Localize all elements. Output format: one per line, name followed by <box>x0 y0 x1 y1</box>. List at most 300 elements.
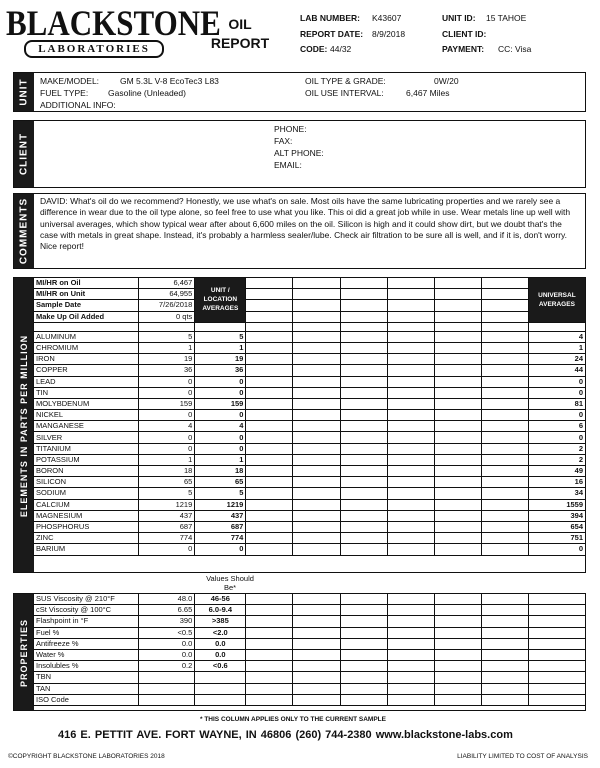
element-unit-average: 5 <box>195 488 246 499</box>
empty-history-cell <box>434 521 481 532</box>
empty-history-cell <box>481 488 528 499</box>
element-value: 18 <box>139 466 195 477</box>
empty-history-cell <box>293 410 340 421</box>
properties-table <box>33 593 586 706</box>
empty-history-cell <box>434 354 481 365</box>
empty-history-cell <box>481 672 528 683</box>
empty-history-cell <box>293 661 340 672</box>
empty-history-cell <box>340 466 387 477</box>
empty-history-cell <box>246 605 293 616</box>
element-name: SILVER <box>34 432 139 443</box>
empty-history-cell <box>481 278 528 289</box>
element-row <box>34 443 586 454</box>
blackstone-logo <box>6 2 221 62</box>
element-value: 5 <box>139 488 195 499</box>
sample-info-label: Make Up Oil Added <box>34 311 139 322</box>
additional-info-label: ADDITIONAL INFO: <box>40 100 116 110</box>
element-row <box>34 544 586 555</box>
client-id-field: CLIENT ID: <box>442 29 487 39</box>
empty-history-cell <box>246 510 293 521</box>
empty-history-cell <box>481 499 528 510</box>
empty-history-cell <box>293 466 340 477</box>
empty-history-cell <box>340 354 387 365</box>
property-row <box>34 605 586 616</box>
empty-history-cell <box>340 300 387 311</box>
empty-history-cell <box>434 365 481 376</box>
element-universal-average: 49 <box>528 466 585 477</box>
spacer-row <box>34 322 586 331</box>
oil-interval-value: 6,467 Miles <box>406 88 450 98</box>
element-unit-average: 1 <box>195 454 246 465</box>
empty-history-cell <box>481 521 528 532</box>
sample-info-label: MI/HR on Unit <box>34 289 139 300</box>
element-unit-average: 0 <box>195 410 246 421</box>
property-name: Insolubles % <box>34 661 139 672</box>
empty-history-cell <box>481 594 528 605</box>
empty-history-cell <box>293 342 340 353</box>
empty-history-cell <box>293 278 340 289</box>
empty-history-cell <box>481 432 528 443</box>
empty-history-cell <box>340 342 387 353</box>
fuel-type-value: Gasoline (Unleaded) <box>108 88 186 98</box>
element-universal-average: 0 <box>528 432 585 443</box>
empty-history-cell <box>293 311 340 322</box>
empty-history-cell <box>340 638 387 649</box>
empty-history-cell <box>387 627 434 638</box>
empty-history-cell <box>387 432 434 443</box>
property-row <box>34 694 586 705</box>
empty-history-cell <box>387 466 434 477</box>
element-name: PHOSPHORUS <box>34 521 139 532</box>
empty-cell <box>528 683 585 694</box>
empty-history-cell <box>481 466 528 477</box>
property-value: 48.0 <box>139 594 195 605</box>
empty-history-cell <box>293 694 340 705</box>
empty-history-cell <box>434 466 481 477</box>
empty-history-cell <box>481 354 528 365</box>
element-universal-average: 1 <box>528 342 585 353</box>
property-name: SUS Viscosity @ 210°F <box>34 594 139 605</box>
empty-history-cell <box>387 638 434 649</box>
spacer-cell <box>434 322 481 331</box>
empty-history-cell <box>434 627 481 638</box>
element-value: 0 <box>139 432 195 443</box>
empty-history-cell <box>340 499 387 510</box>
empty-history-cell <box>246 649 293 660</box>
empty-history-cell <box>387 311 434 322</box>
empty-history-cell <box>481 300 528 311</box>
property-row <box>34 649 586 660</box>
property-value: 0.2 <box>139 661 195 672</box>
empty-history-cell <box>340 521 387 532</box>
empty-history-cell <box>481 477 528 488</box>
empty-history-cell <box>340 311 387 322</box>
empty-history-cell <box>340 398 387 409</box>
empty-history-cell <box>481 289 528 300</box>
empty-history-cell <box>246 342 293 353</box>
empty-history-cell <box>340 661 387 672</box>
element-name: ZINC <box>34 533 139 544</box>
element-row <box>34 421 586 432</box>
element-name: BORON <box>34 466 139 477</box>
empty-history-cell <box>246 627 293 638</box>
element-unit-average: 1219 <box>195 499 246 510</box>
element-unit-average: 0 <box>195 387 246 398</box>
empty-cell <box>528 594 585 605</box>
empty-history-cell <box>340 477 387 488</box>
empty-history-cell <box>434 594 481 605</box>
sample-info-row <box>34 289 586 300</box>
element-universal-average: 0 <box>528 376 585 387</box>
element-unit-average: 159 <box>195 398 246 409</box>
empty-history-cell <box>340 672 387 683</box>
phone-label: PHONE: <box>274 124 307 134</box>
empty-history-cell <box>387 410 434 421</box>
empty-history-cell <box>340 410 387 421</box>
element-name: TIN <box>34 387 139 398</box>
copyright: ©COPYRIGHT BLACKSTONE LABORATORIES 2018 <box>8 753 165 760</box>
empty-history-cell <box>340 289 387 300</box>
property-should-be <box>195 683 246 694</box>
empty-history-cell <box>387 521 434 532</box>
spacer-cell <box>246 322 293 331</box>
empty-history-cell <box>246 488 293 499</box>
empty-history-cell <box>387 387 434 398</box>
element-universal-average: 1559 <box>528 499 585 510</box>
empty-history-cell <box>340 365 387 376</box>
empty-history-cell <box>293 354 340 365</box>
property-row <box>34 672 586 683</box>
element-value: 4 <box>139 421 195 432</box>
empty-history-cell <box>387 533 434 544</box>
empty-history-cell <box>481 331 528 342</box>
empty-history-cell <box>246 477 293 488</box>
empty-history-cell <box>293 398 340 409</box>
empty-history-cell <box>293 627 340 638</box>
property-row <box>34 627 586 638</box>
element-universal-average: 4 <box>528 331 585 342</box>
empty-history-cell <box>434 499 481 510</box>
element-name: LEAD <box>34 376 139 387</box>
empty-cell <box>528 627 585 638</box>
property-row <box>34 683 586 694</box>
empty-history-cell <box>340 421 387 432</box>
empty-history-cell <box>246 443 293 454</box>
empty-history-cell <box>434 398 481 409</box>
empty-history-cell <box>481 454 528 465</box>
empty-history-cell <box>293 521 340 532</box>
sample-info-value: 0 qts <box>139 311 195 322</box>
empty-history-cell <box>340 278 387 289</box>
empty-history-cell <box>434 300 481 311</box>
make-model-label: MAKE/MODEL: <box>40 76 100 86</box>
element-universal-average: 0 <box>528 410 585 421</box>
empty-history-cell <box>387 683 434 694</box>
oil-type-label: OIL TYPE & GRADE: <box>305 76 386 86</box>
property-value <box>139 683 195 694</box>
empty-history-cell <box>246 387 293 398</box>
empty-history-cell <box>293 533 340 544</box>
comments-tab: COMMENTS <box>14 194 34 268</box>
element-unit-average: 36 <box>195 365 246 376</box>
element-row <box>34 466 586 477</box>
empty-history-cell <box>293 421 340 432</box>
empty-history-cell <box>387 443 434 454</box>
property-name: cSt Viscosity @ 100°C <box>34 605 139 616</box>
element-name: MANGANESE <box>34 421 139 432</box>
oil-interval-label: OIL USE INTERVAL: <box>305 88 384 98</box>
empty-history-cell <box>481 683 528 694</box>
property-value: 0.0 <box>139 649 195 660</box>
unit-location-averages-header: UNIT / LOCATION AVERAGES <box>195 278 246 323</box>
empty-history-cell <box>246 410 293 421</box>
spacer-cell <box>34 322 139 331</box>
element-row <box>34 398 586 409</box>
fax-label: FAX: <box>274 136 293 146</box>
empty-history-cell <box>481 510 528 521</box>
empty-history-cell <box>387 454 434 465</box>
element-unit-average: 0 <box>195 432 246 443</box>
property-row <box>34 616 586 627</box>
empty-history-cell <box>434 672 481 683</box>
property-should-be: <2.0 <box>195 627 246 638</box>
empty-history-cell <box>434 376 481 387</box>
element-name: SILICON <box>34 477 139 488</box>
spacer-cell <box>387 322 434 331</box>
empty-history-cell <box>434 649 481 660</box>
empty-history-cell <box>246 421 293 432</box>
unit-id-field: UNIT ID: 15 TAHOE <box>442 13 527 23</box>
empty-history-cell <box>340 694 387 705</box>
element-row <box>34 454 586 465</box>
empty-history-cell <box>481 410 528 421</box>
empty-history-cell <box>434 605 481 616</box>
property-row <box>34 661 586 672</box>
empty-cell <box>528 616 585 627</box>
element-name: COPPER <box>34 365 139 376</box>
element-universal-average: 394 <box>528 510 585 521</box>
empty-history-cell <box>481 443 528 454</box>
empty-history-cell <box>387 421 434 432</box>
empty-history-cell <box>434 477 481 488</box>
empty-history-cell <box>387 672 434 683</box>
element-value: 1219 <box>139 499 195 510</box>
element-name: SODIUM <box>34 488 139 499</box>
property-name: Antifreeze % <box>34 638 139 649</box>
element-universal-average: 24 <box>528 354 585 365</box>
empty-history-cell <box>434 432 481 443</box>
empty-history-cell <box>340 616 387 627</box>
empty-history-cell <box>481 627 528 638</box>
empty-history-cell <box>246 499 293 510</box>
element-row <box>34 376 586 387</box>
empty-history-cell <box>481 421 528 432</box>
empty-history-cell <box>246 661 293 672</box>
empty-history-cell <box>434 289 481 300</box>
empty-history-cell <box>481 365 528 376</box>
payment-field: PAYMENT: CC: Visa <box>442 44 532 54</box>
element-row <box>34 354 586 365</box>
empty-history-cell <box>246 594 293 605</box>
element-name: CALCIUM <box>34 499 139 510</box>
empty-history-cell <box>340 533 387 544</box>
element-universal-average: 2 <box>528 443 585 454</box>
empty-history-cell <box>293 477 340 488</box>
empty-cell <box>528 661 585 672</box>
sample-info-row <box>34 311 586 322</box>
empty-history-cell <box>434 410 481 421</box>
empty-history-cell <box>293 443 340 454</box>
property-should-be <box>195 672 246 683</box>
element-row <box>34 533 586 544</box>
element-value: 774 <box>139 533 195 544</box>
elements-table <box>33 277 586 556</box>
element-value: 65 <box>139 477 195 488</box>
spacer-cell <box>481 322 528 331</box>
empty-cell <box>528 694 585 705</box>
empty-history-cell <box>434 533 481 544</box>
empty-history-cell <box>293 638 340 649</box>
lab-address: 416 E. PETTIT AVE. FORT WAYNE, IN 46806 (260) 744-2380 www.blackstone-labs.com <box>58 729 513 741</box>
empty-history-cell <box>434 331 481 342</box>
empty-history-cell <box>387 544 434 555</box>
empty-history-cell <box>246 311 293 322</box>
property-should-be: 46-56 <box>195 594 246 605</box>
element-name: POTASSIUM <box>34 454 139 465</box>
element-unit-average: 774 <box>195 533 246 544</box>
comments-section <box>13 193 586 269</box>
properties-tab: PROPERTIES <box>14 594 34 710</box>
element-row <box>34 521 586 532</box>
empty-history-cell <box>481 616 528 627</box>
report-date-field: REPORT DATE: 8/9/2018 <box>300 29 406 39</box>
empty-history-cell <box>387 342 434 353</box>
element-name: IRON <box>34 354 139 365</box>
empty-history-cell <box>340 544 387 555</box>
unit-tab: UNIT <box>14 73 34 111</box>
empty-history-cell <box>434 510 481 521</box>
property-name: ISO Code <box>34 694 139 705</box>
element-universal-average: 751 <box>528 533 585 544</box>
empty-history-cell <box>434 638 481 649</box>
empty-history-cell <box>481 544 528 555</box>
empty-history-cell <box>246 300 293 311</box>
empty-history-cell <box>246 521 293 532</box>
element-row <box>34 387 586 398</box>
sample-info-value: 7/26/2018 <box>139 300 195 311</box>
sample-info-row <box>34 278 586 289</box>
element-unit-average: 5 <box>195 331 246 342</box>
empty-history-cell <box>481 694 528 705</box>
element-row <box>34 488 586 499</box>
empty-history-cell <box>293 683 340 694</box>
footer-note: * THIS COLUMN APPLIES ONLY TO THE CURRENT SAMPLE <box>200 716 386 723</box>
make-model-value: GM 5.3L V-8 EcoTec3 L83 <box>120 76 219 86</box>
property-value: 390 <box>139 616 195 627</box>
empty-history-cell <box>387 365 434 376</box>
empty-history-cell <box>340 605 387 616</box>
empty-history-cell <box>246 466 293 477</box>
sample-info-value: 64,955 <box>139 289 195 300</box>
element-name: ALUMINUM <box>34 331 139 342</box>
element-name: BARIUM <box>34 544 139 555</box>
empty-history-cell <box>387 488 434 499</box>
empty-history-cell <box>340 627 387 638</box>
empty-history-cell <box>246 694 293 705</box>
empty-history-cell <box>293 387 340 398</box>
property-name: TAN <box>34 683 139 694</box>
empty-history-cell <box>246 454 293 465</box>
empty-history-cell <box>434 683 481 694</box>
empty-history-cell <box>293 510 340 521</box>
empty-history-cell <box>434 311 481 322</box>
empty-history-cell <box>434 342 481 353</box>
report-title: OIL REPORT <box>210 16 270 51</box>
empty-history-cell <box>434 694 481 705</box>
empty-history-cell <box>246 289 293 300</box>
empty-history-cell <box>340 510 387 521</box>
empty-history-cell <box>387 605 434 616</box>
empty-history-cell <box>387 278 434 289</box>
empty-history-cell <box>387 499 434 510</box>
empty-history-cell <box>481 605 528 616</box>
empty-history-cell <box>387 510 434 521</box>
empty-history-cell <box>246 278 293 289</box>
empty-history-cell <box>293 289 340 300</box>
element-row <box>34 342 586 353</box>
empty-history-cell <box>293 605 340 616</box>
sample-info-label: Sample Date <box>34 300 139 311</box>
code-field: CODE: 44/32 <box>300 44 352 54</box>
logo-sub-text: LABORATORIES <box>24 40 164 58</box>
element-name: MAGNESIUM <box>34 510 139 521</box>
empty-history-cell <box>340 488 387 499</box>
empty-history-cell <box>246 365 293 376</box>
empty-history-cell <box>293 499 340 510</box>
property-value: 6.65 <box>139 605 195 616</box>
element-unit-average: 437 <box>195 510 246 521</box>
empty-history-cell <box>246 533 293 544</box>
alt-phone-label: ALT PHONE: <box>274 148 324 158</box>
property-should-be: >385 <box>195 616 246 627</box>
spacer-cell <box>293 322 340 331</box>
property-value <box>139 694 195 705</box>
element-unit-average: 1 <box>195 342 246 353</box>
property-should-be: 0.0 <box>195 638 246 649</box>
empty-cell <box>528 638 585 649</box>
empty-history-cell <box>246 638 293 649</box>
empty-history-cell <box>340 432 387 443</box>
property-row <box>34 638 586 649</box>
spacer-cell <box>139 322 195 331</box>
empty-history-cell <box>387 477 434 488</box>
empty-history-cell <box>293 300 340 311</box>
element-unit-average: 0 <box>195 544 246 555</box>
empty-history-cell <box>340 376 387 387</box>
empty-history-cell <box>434 443 481 454</box>
sample-info-value: 6,467 <box>139 278 195 289</box>
empty-history-cell <box>293 672 340 683</box>
property-should-be: 0.0 <box>195 649 246 660</box>
empty-history-cell <box>387 661 434 672</box>
element-value: 0 <box>139 376 195 387</box>
element-name: NICKEL <box>34 410 139 421</box>
spacer-cell <box>195 322 246 331</box>
empty-history-cell <box>246 331 293 342</box>
empty-history-cell <box>387 649 434 660</box>
element-value: 1 <box>139 342 195 353</box>
empty-history-cell <box>434 661 481 672</box>
